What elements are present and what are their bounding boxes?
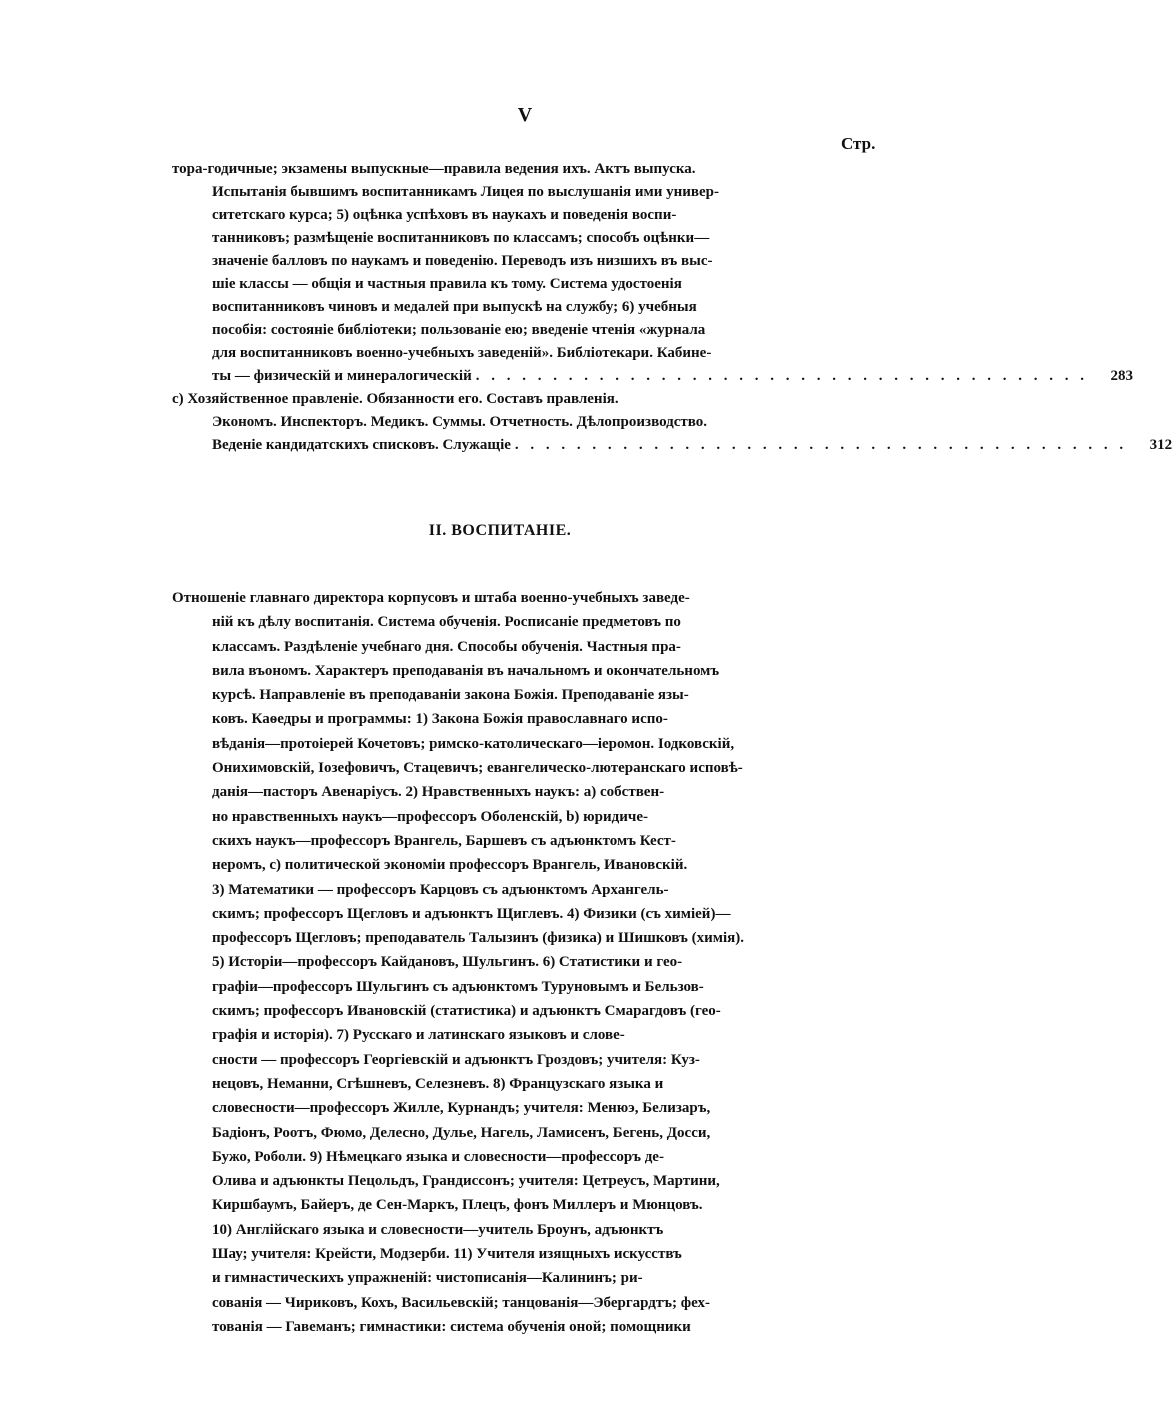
toc-leader-line bbox=[172, 434, 1172, 457]
toc-item-c bbox=[172, 388, 1172, 457]
body-line: но нравственныхъ наукъ—профессоръ Оболенскій, b) юридиче- bbox=[212, 808, 648, 825]
toc-leader-line bbox=[172, 365, 1133, 388]
body-line: скимъ; профессоръ Щегловъ и адъюнктъ Щиглевъ. 4) Физики (съ химіей)— bbox=[212, 905, 731, 922]
toc-line: Испытанія бывшимъ воспитанникамъ Лицея по выслушанія ими универ- bbox=[212, 184, 720, 200]
body-line: нецовъ, Неманни, Сгѣшневъ, Селезневъ. 8) Французскаго языка и bbox=[212, 1075, 664, 1092]
body-line: скихъ наукъ—профессоръ Врангель, Баршевъ съ адъюнктомъ Кест- bbox=[212, 832, 676, 849]
toc-line: Хозяйственное правленіе. Обязанности его. Составъ правленія. bbox=[187, 391, 619, 407]
body-line: словесности—профессоръ Жилле, Курнандъ; учителя: Менюэ, Белизаръ, bbox=[212, 1100, 711, 1117]
body-line: классамъ. Раздѣленіе учебнаго дня. Способы обученія. Частныя пра- bbox=[212, 638, 681, 655]
page-number: V bbox=[517, 104, 533, 126]
body-line: графія и исторія). 7) Русскаго и латинскаго языковъ и слове- bbox=[212, 1027, 625, 1044]
toc-line: пособія: состояніе библіотеки; пользованіе ею; введеніе чтенія «журнала bbox=[212, 322, 706, 338]
body-line: профессоръ Щегловъ; преподаватель Талызинъ (физика) и Шишковъ (химія). bbox=[212, 930, 744, 947]
toc-line: тора-годичные; экзамены выпускные—правила ведения ихъ. Актъ выпуска. bbox=[172, 161, 696, 177]
toc-item-b bbox=[172, 158, 1133, 388]
toc-line: танниковъ; размѣщеніе воспитанниковъ по классамъ; способъ оцѣнки— bbox=[212, 230, 710, 246]
toc-line: значеніе балловъ по наукамъ и поведенію. Переводъ изъ низшихъ въ выс- bbox=[212, 253, 713, 269]
body-line: 5) Исторіи—профессоръ Кайдановъ, Шульгинъ. 6) Статистики и гео- bbox=[212, 954, 683, 971]
body-line: курсѣ. Направленіе въ преподаваніи закона Божія. Преподаваніе язы- bbox=[212, 687, 689, 704]
toc-line: ты — физическій и минералогическій bbox=[212, 368, 472, 384]
body-line: Бужо, Роболи. 9) Нѣмецкаго языка и словесности—профессоръ де- bbox=[212, 1148, 664, 1165]
body-line: данія—пасторъ Авенаріусъ. 2) Нравственныхъ наукъ: а) собствен- bbox=[212, 784, 665, 801]
section-title: II. ВОСПИТАНІЕ. bbox=[428, 522, 572, 539]
dot-leader: . . . . . . . . . . . . . . . . . . . . . . . . . . . . . . . . . . . . . . . . bbox=[514, 437, 1128, 453]
body-line: Олива и адъюнкты Пецольдъ, Грандиссонъ; учителя: Цетреусъ, Мартини, bbox=[212, 1173, 720, 1190]
body-line: графіи—профессоръ Шульгинъ съ адъюнктомъ Туруновымъ и Бельзов- bbox=[212, 978, 704, 995]
toc-line: воспитанниковъ чиновъ и медалей при выпускѣ на службу; 6) учебныя bbox=[212, 299, 697, 315]
body-line: вѣданія—протоіерей Кочетовъ; римско-католическаго—іеромон. Іодковскій, bbox=[212, 735, 735, 752]
body-line: Онихимовскій, Іозефовичъ, Стацевичъ; евангелическо-лютеранскаго исповѣ- bbox=[212, 760, 743, 777]
body-line: скимъ; профессоръ Ивановскій (статистика) и адъюнктъ Смарагдовъ (гео- bbox=[212, 1003, 721, 1020]
body-line: Киршбаумъ, Байеръ, де Сен-Маркъ, Плецъ, фонъ Миллеръ и Мюнцовъ. bbox=[212, 1197, 703, 1214]
body-line: сованія — Чириковъ, Кохъ, Васильевскій; танцованія—Эбергардтъ; фех- bbox=[212, 1294, 710, 1311]
table-of-contents bbox=[172, 158, 1172, 457]
toc-line: Экономъ. Инспекторъ. Медикъ. Суммы. Отчетность. Дѣлопроизводство. bbox=[212, 414, 707, 430]
body-line: 10) Англійскаго языка и словесности—учитель Броунъ, адъюнктъ bbox=[212, 1221, 664, 1238]
toc-page-number: 283 bbox=[1110, 368, 1133, 384]
body-line: Шау; учителя: Крейсти, Модзерби. 11) Учителя изящныхъ искусствъ bbox=[212, 1246, 682, 1263]
toc-line: Веденіе кандидатскихъ списковъ. Служащіе bbox=[212, 437, 511, 453]
body-line: и гимнастическихъ упражненій: чистописанія—Калининъ; ри- bbox=[212, 1270, 643, 1287]
body-line: ній къ дѣлу воспитанія. Система обученія. Росписаніе предметовъ по bbox=[212, 614, 681, 631]
dot-leader: . . . . . . . . . . . . . . . . . . . . . . . . . . . . . . . . . . . . . . . . bbox=[475, 368, 1088, 384]
toc-line: ситетскаго курса; 5) оцѣнка успѣховъ въ наукахъ и поведенія воспи- bbox=[212, 207, 677, 223]
body-line: ковъ. Каѳедры и программы: 1) Закона Божія православнаго испо- bbox=[212, 711, 668, 728]
body-line: тованія — Гавеманъ; гимнастики: система обученія оной; помощники bbox=[212, 1318, 691, 1335]
page-column-label: Стр. bbox=[841, 134, 876, 153]
body-line: сности — профессоръ Георгіевскій и адъюнктъ Гроздовъ; учителя: Куз- bbox=[212, 1051, 700, 1068]
body-line: Отношеніе главнаго директора корпусовъ и штаба военно-учебныхъ заведе- bbox=[172, 590, 690, 606]
toc-item-marker: c) bbox=[172, 391, 184, 407]
body-line: 3) Математики — профессоръ Карцовъ съ адъюнктомъ Архангель- bbox=[212, 881, 669, 898]
body-line: Бадіонъ, Роотъ, Фюмо, Делесно, Дульe, Нагель, Ламисенъ, Бегень, Досси, bbox=[212, 1124, 711, 1141]
toc-page-number: 312 bbox=[1149, 437, 1172, 453]
section-body bbox=[172, 586, 822, 1339]
body-line: неромъ, с) политической экономіи профессоръ Врангель, Ивановскій. bbox=[212, 857, 688, 874]
toc-line: шіе классы — общія и частныя правила къ тому. Система удостоенія bbox=[212, 276, 682, 292]
toc-line: для воспитанниковъ военно-учебныхъ заведеній». Библіотекари. Кабине- bbox=[212, 345, 712, 361]
body-line: вила въономъ. Характеръ преподаванія въ начальномъ и окончательномъ bbox=[212, 662, 720, 679]
toc-line-with-marker bbox=[172, 388, 882, 411]
